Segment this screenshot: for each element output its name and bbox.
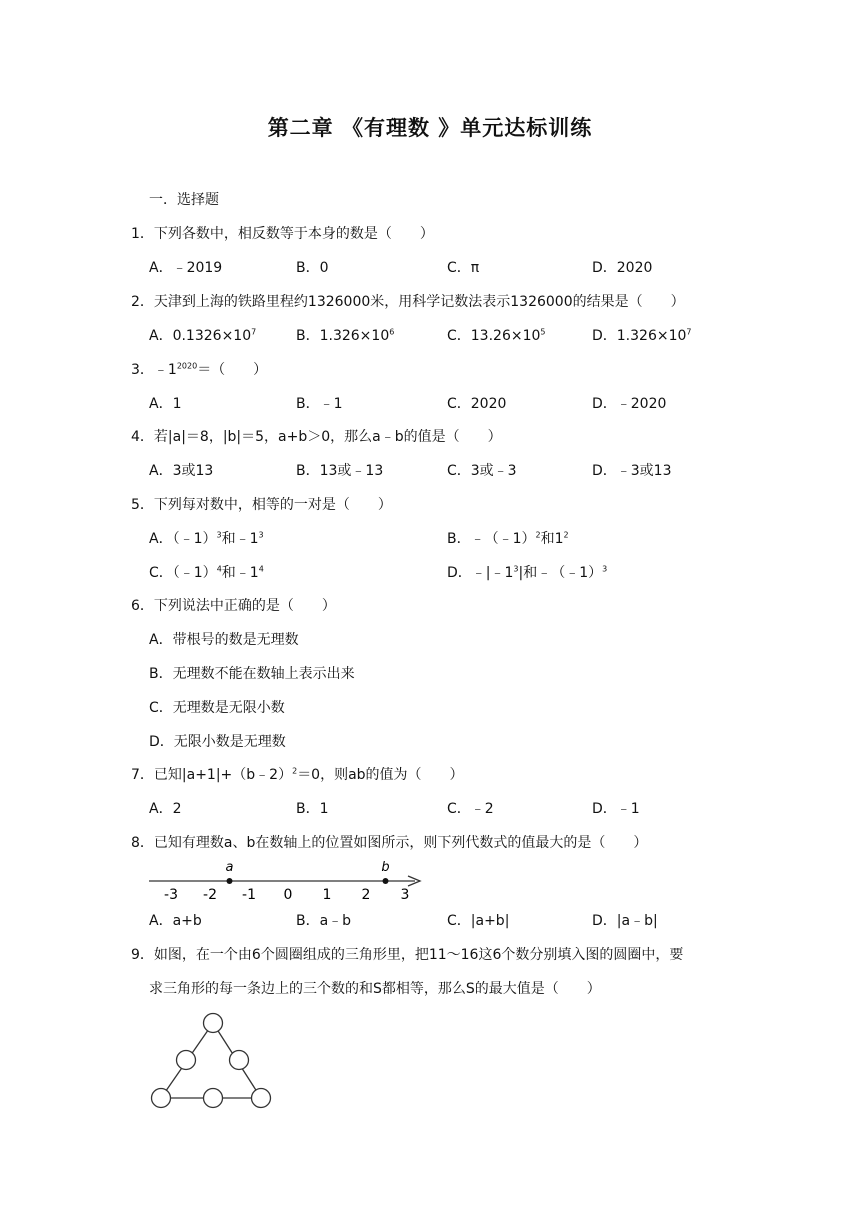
q8-option-d: D．|a﹣b|: [592, 913, 658, 929]
q8-option-c: C．|a+b|: [447, 913, 510, 929]
axis-tick-label: -3: [164, 887, 178, 903]
q6-option-c: C．无理数是无限小数: [149, 700, 285, 716]
q6-option-d: D．无限小数是无理数: [149, 734, 286, 750]
question-3-stem: 3．$﹣1^{2020}=$（ ）: [131, 361, 268, 378]
section-heading: 一．选择题: [149, 192, 219, 208]
q6-option-b: B．无理数不能在数轴上表示出来: [149, 666, 355, 682]
q4-option-c: C．3或﹣3: [447, 463, 517, 479]
axis-tick-label: 1: [322, 887, 332, 903]
point-a-label: a: [225, 860, 234, 875]
page-title: 第二章 《有理数 》单元达标训练: [267, 116, 593, 140]
q3-option-d: D．﹣2020: [592, 396, 667, 412]
q1-option-c: C．π: [447, 260, 480, 276]
q8-option-a: A．a+b: [149, 913, 202, 929]
question-7-stem: 7．已知|a+1|+（b﹣2）$^2$＝0，则ab的值为（ ）: [131, 766, 464, 783]
q7-option-c: C．﹣2: [447, 801, 494, 817]
q1-option-b: B．0: [296, 260, 329, 276]
q5-option-c: C．（﹣1）$^4$和$﹣1^4$: [149, 564, 264, 581]
number-line-figure: [145, 854, 435, 904]
question-9-stem-line-1: 9．如图，在一个由6个圆圈组成的三角形里，把11～16这6个数分别填入图的圆圈中，要: [131, 947, 684, 963]
q2-option-b: B．$1.326\times 10^6$: [296, 327, 395, 344]
point-a-marker: [227, 878, 233, 884]
axis-tick-label: 0: [283, 887, 293, 903]
q4-option-b: B．13或﹣13: [296, 463, 384, 479]
q8-option-b: B．a﹣b: [296, 913, 352, 929]
question-2-stem: 2．天津到上海的铁路里程约1326000米，用科学记数法表示1326000的结果是（ ）: [131, 294, 685, 310]
q3-option-a: A．1: [149, 396, 182, 412]
q7-option-a: A．2: [149, 801, 182, 817]
question-5-stem: 5．下列每对数中，相等的一对是（ ）: [131, 497, 392, 513]
circle-top: [204, 1014, 223, 1033]
axis-tick-label: -2: [203, 887, 217, 903]
q4-option-a: A．3或13: [149, 463, 214, 479]
q1-option-d: D．2020: [592, 260, 653, 276]
q2-option-c: C．$13.26\times 10^5$: [447, 327, 546, 344]
q5-option-b: B．﹣（﹣1）$^2$和$1^2$: [447, 530, 569, 547]
triangle-circles-figure: [145, 1010, 280, 1115]
q2-option-d: D．$1.326\times 10^7$: [592, 327, 692, 344]
q5-option-a: A．（﹣1）$^3$和$﹣1^3$: [149, 530, 264, 547]
q3-option-b: B．﹣1: [296, 396, 343, 412]
question-4-stem: 4．若|a|＝8，|b|＝5，a+b＞0，那么a﹣b的值是（ ）: [131, 429, 502, 445]
question-1-stem: 1．下列各数中，相反数等于本身的数是（ ）: [131, 226, 434, 242]
circle-right-middle: [230, 1051, 249, 1070]
circle-bottom-right: [252, 1089, 271, 1108]
circle-bottom-left: [152, 1089, 171, 1108]
question-8-stem: 8．已知有理数a、b在数轴上的位置如图所示，则下列代数式的值最大的是（ ）: [131, 835, 648, 851]
q4-option-d: D．﹣3或13: [592, 463, 672, 479]
point-b-marker: [383, 878, 389, 884]
q2-option-a: A．$0.1326\times 10^7$: [149, 327, 257, 344]
q5-option-d: D．$﹣|﹣1^3|$和﹣（﹣1）$^3$: [447, 564, 608, 581]
q7-option-b: B．1: [296, 801, 329, 817]
q6-option-a: A．带根号的数是无理数: [149, 632, 299, 648]
q7-option-d: D．﹣1: [592, 801, 640, 817]
point-b-label: b: [381, 860, 390, 875]
q3-option-c: C．2020: [447, 396, 507, 412]
axis-tick-label: 2: [361, 887, 371, 903]
axis-tick-label: -1: [242, 887, 256, 903]
question-9-stem-line-2: 求三角形的每一条边上的三个数的和S都相等，那么S的最大值是（ ）: [149, 981, 601, 997]
question-6-stem: 6．下列说法中正确的是（ ）: [131, 598, 336, 614]
axis-tick-label: 3: [400, 887, 410, 903]
q1-option-a: A．﹣2019: [149, 260, 223, 276]
circle-left-middle: [177, 1051, 196, 1070]
circle-bottom-middle: [204, 1089, 223, 1108]
